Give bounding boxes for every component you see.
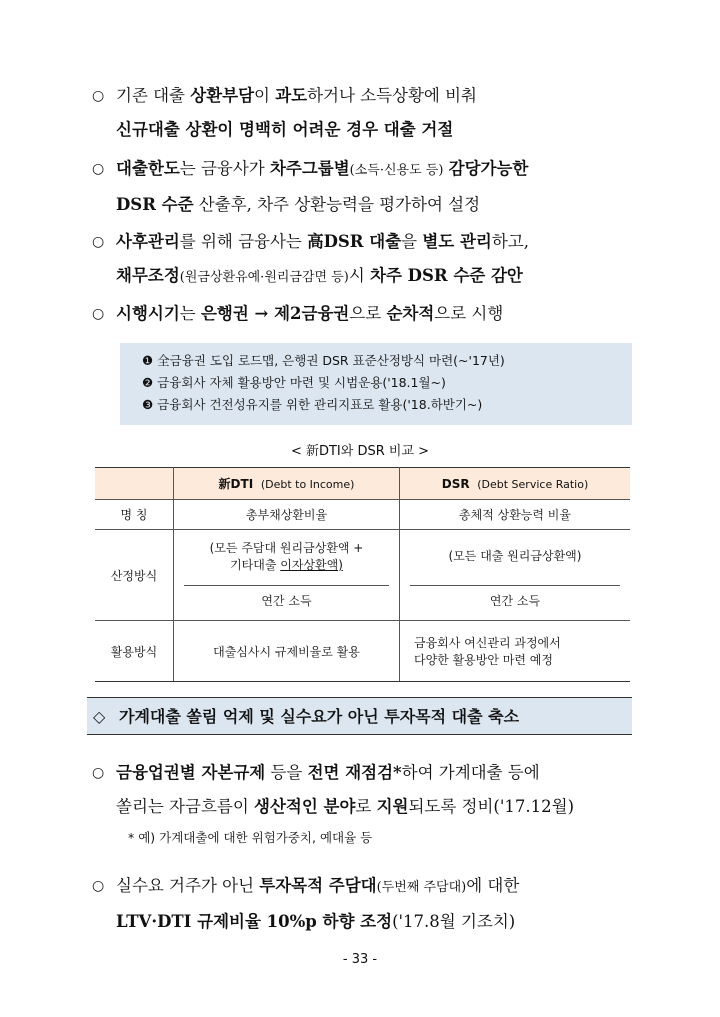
text-run: 금융업권별 자본규제 (116, 763, 266, 782)
text-run: 하거나 소득상황에 비춰 (307, 86, 477, 105)
header-empty-cell (95, 468, 174, 500)
bullet-line (116, 79, 652, 113)
bullet-line (116, 188, 652, 222)
text-run: LTV·DTI 규제비율 10%p 하향 조정 (116, 912, 393, 931)
text-run: 기존 대출 (116, 86, 191, 105)
table-caption: < 新DTI와 DSR 비교 > (290, 444, 430, 459)
circle-bullet-icon: ○ (92, 88, 105, 104)
text-run: 를 위해 금융사는 (179, 232, 308, 251)
text-run: 로 (355, 797, 377, 816)
text-run: 차주 DSR 수준 감안 (370, 266, 523, 285)
table-cell: 금융회사 여신관리 과정에서 다양한 활용방안 마련 예정 (400, 621, 631, 682)
text-run: 시 (348, 266, 371, 285)
header-dti: 新DTI (Debt to Income) (174, 468, 400, 500)
text-run: 으로 시행 (434, 304, 504, 323)
text-run: 상환부담 (190, 86, 255, 105)
text-run: DSR 수준 (116, 195, 194, 214)
table-row (95, 621, 630, 682)
bullet-line (116, 869, 652, 905)
bullet-line (116, 756, 652, 790)
text-run: 실수요 거주가 아닌 (116, 876, 260, 895)
text-run: 쏠리는 자금흐름이 (116, 797, 255, 816)
section-title: 가계대출 쏠림 억제 및 실수요가 아닌 투자목적 대출 축소 (119, 707, 520, 726)
text-run: 은행권 → 제2금융권 (200, 304, 350, 323)
text-run: 생산적인 분야 (254, 797, 356, 816)
text-run: (원금상환유예·원리금감면 등) (179, 270, 349, 285)
bullet-4 (92, 297, 652, 331)
bullet-line (116, 259, 652, 295)
text-run: 채무조정 (116, 266, 180, 285)
text-run: 과도 (275, 86, 308, 105)
text-run: ('17.8월 기조치) (392, 912, 516, 931)
text-run: 시행시기 (116, 304, 180, 323)
text-run: 차주그룹별 (269, 159, 350, 178)
text-run: 지원 (376, 797, 409, 816)
bullet-line (116, 297, 652, 331)
bullet-2 (92, 152, 652, 222)
circle-bullet-icon: ○ (92, 765, 105, 781)
row-label: 명 칭 (95, 500, 174, 530)
table-header-row (95, 468, 630, 500)
bullet-line (116, 790, 652, 824)
row-label: 산정방식 (95, 530, 174, 621)
bullet-1 (92, 79, 652, 147)
diamond-icon: ◇ (93, 707, 106, 726)
text-run: 감당가능한 (448, 159, 529, 178)
text-run: 등을 (265, 763, 308, 782)
text-run: 대출한도 (116, 159, 180, 178)
table-cell: 총체적 상환능력 비율 (400, 500, 631, 530)
text-run: 高DSR 대출 (307, 232, 402, 251)
text-run: 는 (179, 304, 201, 323)
table-cell: 총부채상환비율 (174, 500, 400, 530)
circle-bullet-icon: ○ (92, 878, 105, 894)
text-run: 하여 가계대출 등에 (401, 763, 540, 782)
text-run: 하고, (491, 232, 529, 251)
text-run: 신규대출 상환이 명백히 어려운 경우 대출 거절 (116, 120, 454, 139)
bullet-5 (92, 756, 652, 824)
fraction-line (184, 585, 389, 586)
section-header (87, 697, 632, 735)
text-run: (소득·신용도 등) (349, 163, 444, 178)
text-run: 전면 재점검* (307, 763, 402, 782)
text-run: 이 (254, 86, 276, 105)
dti-dsr-comparison-table (95, 467, 630, 682)
text-run: 투자목적 주담대 (259, 876, 377, 895)
fraction-line (410, 585, 620, 586)
text-run: 되도록 정비('17.12월) (408, 797, 575, 816)
bullet-line (116, 905, 652, 939)
circle-bullet-icon: ○ (92, 306, 105, 322)
roadmap-step-3: ❸ 금융회사 건전성유지를 위한 관리지표로 활용('18.하반기~) (142, 397, 483, 412)
bullet-line (116, 152, 652, 188)
row-label: 활용방식 (95, 621, 174, 682)
table-cell: 대출심사시 규제비율로 활용 (174, 621, 400, 682)
circle-bullet-icon: ○ (92, 234, 105, 250)
text-run: 는 금융사가 (179, 159, 270, 178)
roadmap-step-2: ❷ 금융회사 자체 활용방안 마련 및 시범운용('18.1월~) (142, 375, 446, 390)
circle-bullet-icon: ○ (92, 161, 105, 177)
footnote: * 예) 가계대출에 대한 위험가중치, 예대율 등 (128, 830, 373, 845)
roadmap-step-1: ❶ 全금융권 도입 로드맵, 은행권 DSR 표준산정방식 마련(~'17년) (142, 353, 505, 368)
text-run: 사후관리 (116, 232, 180, 251)
table-cell: (모든 주담대 원리금상환액 + 기타대출 이자상환액) 연간 소득 (174, 530, 400, 621)
header-dsr: DSR (Debt Service Ratio) (400, 468, 631, 500)
text-run: 산출후, 차주 상환능력을 평가하여 설정 (193, 195, 481, 214)
text-run: 으로 (349, 304, 387, 323)
table-row (95, 530, 630, 621)
text-run: 순차적 (386, 304, 435, 323)
page-number: - 33 - (342, 952, 378, 967)
bullet-3 (92, 225, 652, 295)
bullet-line (116, 225, 652, 259)
text-run: 별도 관리 (422, 232, 492, 251)
bullet-line (116, 113, 652, 147)
table-cell: (모든 대출 원리금상환액) 연간 소득 (400, 530, 631, 621)
bullet-6 (92, 869, 652, 939)
text-run: (두번째 주담대) (376, 880, 467, 895)
text-run: 에 대한 (466, 876, 520, 895)
roadmap-note-box (120, 343, 632, 425)
table-row (95, 500, 630, 530)
text-run: 을 (401, 232, 423, 251)
